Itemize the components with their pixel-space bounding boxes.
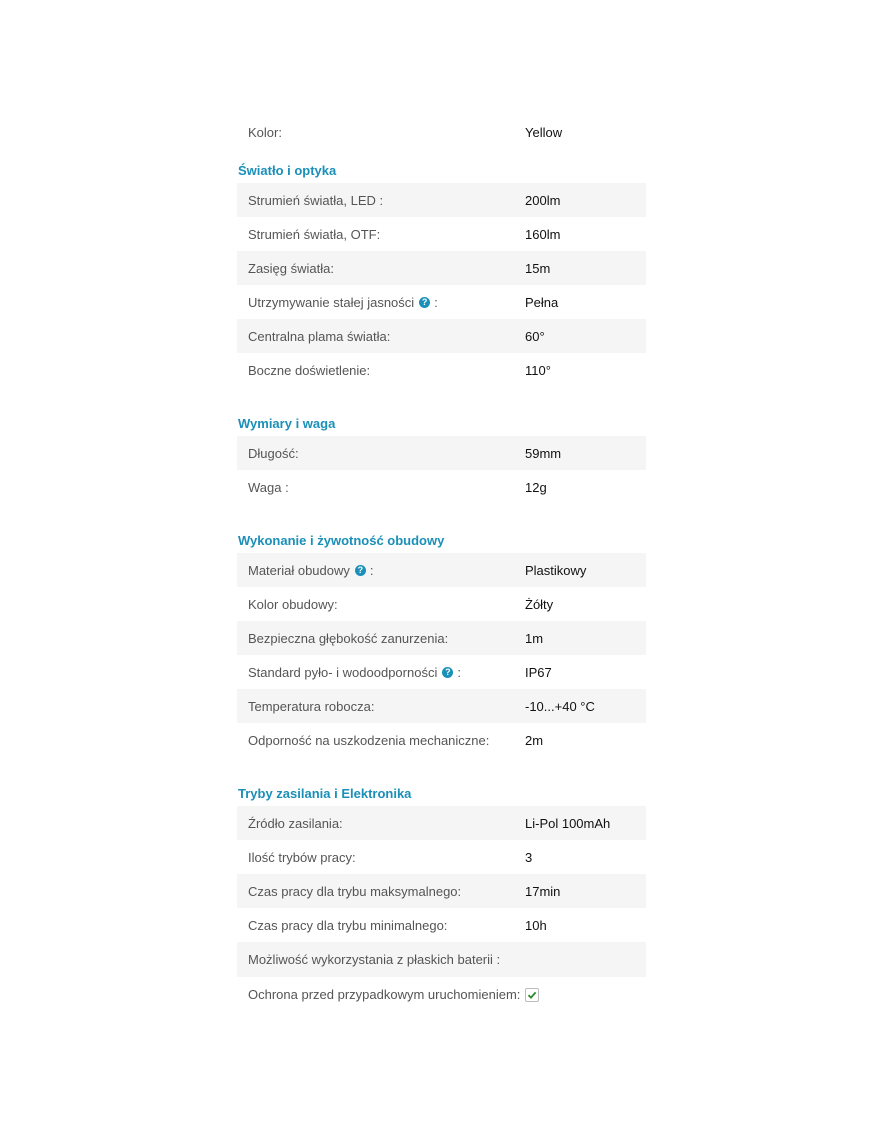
spec-label: Ochrona przed przypadkowym uruchomieniem:	[248, 987, 521, 1002]
spec-value: Li-Pol 100mAh	[525, 815, 611, 831]
spec-value	[525, 988, 646, 1002]
spec-value: 12g	[525, 479, 547, 495]
spec-value: 15m	[525, 260, 551, 276]
spec-label-text: Utrzymywanie stałej jasności	[248, 294, 415, 310]
spec-value: Pełna	[525, 294, 559, 310]
spec-label-with-help	[237, 563, 525, 578]
section-title-power: Tryby zasilania i Elektronika	[238, 786, 412, 801]
spec-value: 59mm	[525, 445, 562, 461]
spec-label-text: Materiał obudowy	[248, 562, 350, 578]
spec-value: 60°	[525, 328, 545, 344]
spec-label: Możliwość wykorzystania z płaskich baterii :	[248, 952, 501, 967]
spec-label: Bezpieczna głębokość zanurzenia:	[248, 630, 449, 646]
help-icon[interactable]: ?	[419, 297, 430, 308]
spec-row	[237, 621, 646, 655]
spec-label: Czas pracy dla trybu maksymalnego:	[248, 883, 462, 899]
spec-label: Źródło zasilania:	[248, 815, 343, 831]
spec-label: Strumień światła, LED :	[248, 192, 384, 208]
spec-row	[237, 436, 646, 470]
spec-value: 2m	[525, 732, 544, 748]
spec-label: Odporność na uszkodzenia mechaniczne:	[248, 732, 490, 748]
spec-label-text: Standard pyło- i wodoodporności	[248, 664, 438, 680]
spec-row	[237, 353, 646, 387]
spec-table	[237, 115, 646, 1012]
spec-row	[237, 723, 646, 757]
spec-value: Yellow	[525, 124, 563, 140]
spec-label: Kolor:	[248, 124, 282, 140]
help-icon[interactable]: ?	[355, 565, 366, 576]
spec-label-suffix: :	[457, 664, 461, 680]
spec-row	[237, 183, 646, 217]
spec-row	[237, 285, 646, 319]
spec-value: 1m	[525, 630, 544, 646]
spec-value: Żółty	[525, 596, 554, 612]
check-icon	[525, 988, 539, 1002]
spec-label: Kolor obudowy:	[248, 596, 338, 612]
spec-row	[237, 942, 646, 977]
help-icon[interactable]: ?	[442, 667, 453, 678]
spec-row	[237, 470, 646, 504]
spec-value: -10...+40 °C	[525, 698, 595, 714]
spec-label-with-help	[237, 665, 525, 680]
spec-row	[237, 689, 646, 723]
spec-row	[237, 806, 646, 840]
spec-row	[237, 840, 646, 874]
spec-value: 160lm	[525, 226, 561, 242]
spec-row-color	[237, 115, 646, 149]
spec-value: IP67	[525, 664, 552, 680]
spec-row	[237, 217, 646, 251]
spec-label: Długość:	[248, 445, 299, 461]
spec-label-suffix: :	[369, 562, 374, 578]
spec-row	[237, 587, 646, 621]
spec-label: Temperatura robocza:	[248, 698, 375, 714]
spec-label: Waga :	[248, 479, 289, 495]
spec-label-suffix: :	[434, 294, 438, 310]
spec-value: 200lm	[525, 192, 561, 208]
spec-value: 3	[525, 849, 533, 865]
spec-label: Boczne doświetlenie:	[248, 362, 371, 378]
spec-label: Czas pracy dla trybu minimalnego:	[248, 917, 448, 933]
spec-label: Strumień światła, OTF:	[248, 226, 381, 242]
spec-value: Plastikowy	[525, 562, 587, 578]
spec-value: 110°	[525, 362, 551, 378]
spec-row	[237, 655, 646, 689]
spec-value: 17min	[525, 883, 561, 899]
spec-row	[237, 874, 646, 908]
spec-label: Ilość trybów pracy:	[248, 849, 356, 865]
spec-row	[237, 251, 646, 285]
spec-row	[237, 977, 646, 1012]
spec-row	[237, 553, 646, 587]
section-title-build: Wykonanie i żywotność obudowy	[238, 533, 445, 548]
spec-label: Centralna plama światła:	[248, 328, 391, 344]
spec-label: Zasięg światła:	[248, 260, 334, 276]
spec-row	[237, 319, 646, 353]
spec-label-with-help	[237, 295, 525, 310]
section-title-dimensions: Wymiary i waga	[238, 416, 336, 431]
spec-row	[237, 908, 646, 942]
section-title-light: Światło i optyka	[238, 163, 337, 178]
spec-value: 10h	[525, 917, 547, 933]
